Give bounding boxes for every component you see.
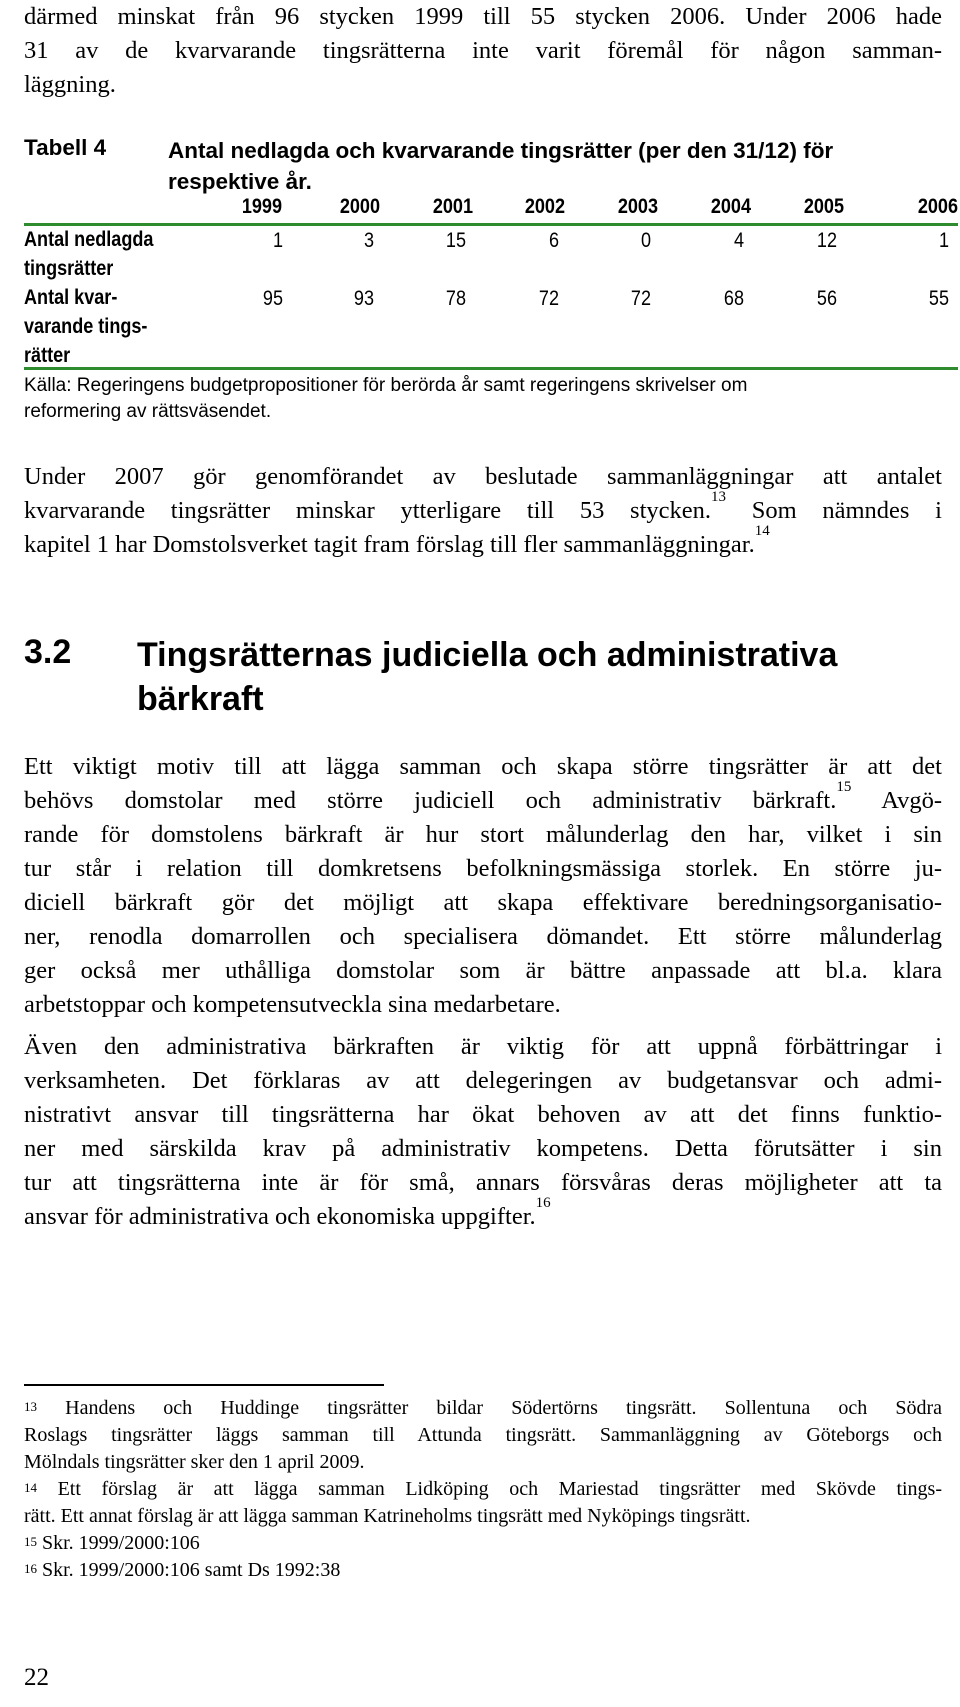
table-caption-line-2: respektive år. [168,169,312,194]
table-cell: 3 [363,229,374,252]
para1-line-1: Under 2007 gör genomförandet av beslutade sammanläggningar att antalet [24,463,942,490]
para3-line-4: ner med särskilda krav på administrativ kompetens. Detta förutsätter i sin [24,1135,942,1162]
footnote-14-line-2: rätt. Ett annat förslag är att lägga samman Katrineholms tingsrätt med Nyköpings tingsrätt. [24,1505,751,1527]
para2-line-1: Ett viktigt motiv till att lägga samman och skapa större tingsrätter är att det [24,753,942,780]
footnote-14-line-1 [24,1476,942,1503]
table-cell: 56 [816,287,837,310]
table-cell: 72 [630,287,651,310]
table-caption-line-1: Antal nedlagda och kvarvarande tingsrätter (per den 31/12) för [168,138,834,163]
para1-line-2 [24,489,942,528]
table-cell: 55 [928,287,949,310]
page-number: 22 [24,1664,49,1691]
paragraph-3 [24,1030,942,1234]
table-cell: 72 [538,287,559,310]
year-header: 2004 [710,195,751,218]
table-label: Tabell 4 [24,135,107,160]
footnote-text: Ett förslag är att lägga samman Lidköping och Mariestad tingsrätter med Skövde tings- [37,1478,942,1500]
section-title-line-1: Tingsrätternas judiciella och administrativa [137,636,838,674]
table-cell: 78 [445,287,466,310]
footnote-ref: 14 [754,523,770,539]
footnote-ref: 13 [711,489,726,505]
para3-line-3: nistrativt ansvar till tingsrätterna har ökat behoven av att det finns funktio- [24,1101,942,1128]
table-cell: 93 [353,287,374,310]
table-cell: 1 [272,229,283,252]
para2-line-4: tur står i relation till domkretsens befolkningsmässiga storlek. En större ju- [24,855,942,882]
footnote-13-line-2: Roslags tingsrätter läggs samman till Attunda tingsrätt. Sammanläggning av Göteborgs och [24,1424,942,1446]
section-title [137,633,937,721]
footnote-16 [24,1557,942,1584]
para3-line-6 [24,1195,942,1234]
paragraph-2 [24,750,942,1022]
table-source [24,373,924,425]
para2-line-5: diciell bärkraft gör det möjligt att skapa effektivare beredningsorganisatio- [24,889,942,916]
para2-line-2-rest: Avgö- [851,787,942,814]
table-row-label [24,283,187,370]
footnote-15 [24,1530,942,1557]
source-line-2: reformering av rättsväsendet. [24,401,272,422]
table-cell: 95 [262,287,283,310]
footnote-text: Skr. 1999/2000:106 samt Ds 1992:38 [37,1559,341,1581]
row-label-line: rätter [24,344,71,367]
year-header: 2006 [917,195,958,218]
row-label-line: tingsrätter [24,257,114,280]
year-header: 2002 [524,195,565,218]
footnote-number: 16 [24,1561,37,1576]
year-header: 2005 [803,195,844,218]
intro-line-3: läggning. [24,71,116,98]
table-cell: 6 [548,229,559,252]
intro-line-2: 31 av de kvarvarande tingsrätterna inte varit föremål för någon samman- [24,37,942,64]
section-title-line-2: bärkraft [137,680,264,718]
footnote-ref: 16 [535,1195,551,1211]
footnote-number: 15 [24,1534,37,1549]
intro-line-1: därmed minskat från 96 stycken 1999 till 55 stycken 2006. Under 2006 hade [24,3,942,30]
footnote-text: Handens och Huddinge tingsrätter bildar Södertörns tingsrätt. Sollentuna och Södra [37,1397,942,1419]
footnotes [24,1395,942,1584]
table-row-label [24,225,187,283]
para3-line-6-text: ansvar för administrativa och ekonomiska uppgifter. [24,1203,536,1230]
intro-paragraph [24,0,942,102]
table-cell: 68 [723,287,744,310]
footnote-separator [24,1384,384,1386]
paragraph-1 [24,460,942,562]
para2-line-6: ner, renodla domarrollen och specialisera dömandet. Ett större målunderlag [24,923,942,950]
para3-line-1: Även den administrativa bärkraften är viktig för att uppnå förbättringar i [24,1033,942,1060]
para1-line-3-text: kapitel 1 har Domstolsverket tagit fram förslag till fler sammanläggningar. [24,531,755,558]
section-number: 3.2 [24,633,72,671]
para3-line-5: tur att tingsrätterna inte är för små, annars försvåras deras möjligheter att ta [24,1169,942,1196]
para1-line-3 [24,523,942,562]
table-cell: 15 [445,229,466,252]
para2-line-2-text: behövs domstolar med större judiciell och administrativ bärkraft. [24,787,837,814]
source-line-1: Källa: Regeringens budgetpropositioner för berörda år samt regeringens skrivelser om [24,375,748,396]
footnote-number: 14 [24,1480,37,1495]
table-cell: 4 [733,229,744,252]
footnote-13-line-3: Mölndals tingsrätter sker den 1 april 2009. [24,1451,365,1473]
para1-line-2-text: kvarvarande tingsrätter minskar ytterligare till 53 stycken. [24,497,711,524]
para1-line-2-rest: Som nämndes i [726,497,942,524]
table-cell: 12 [816,229,837,252]
table-cell: 1 [938,229,949,252]
para2-line-3: rande för domstolens bärkraft är hur stort målunderlag den har, vilket i sin [24,821,942,848]
para2-line-7: ger också mer uthålliga domstolar som är bättre anpassade att bl.a. klara [24,957,942,984]
year-header: 2003 [617,195,658,218]
row-label-line: varande tings- [24,315,148,338]
footnote-13-line-1 [24,1395,942,1422]
year-header: 2001 [432,195,473,218]
para2-line-8: arbetstoppar och kompetensutveckla sina medarbetare. [24,991,561,1018]
footnote-text: Skr. 1999/2000:106 [37,1532,200,1554]
footnote-number: 13 [24,1399,37,1414]
footnote-ref: 15 [836,779,852,795]
para2-line-2 [24,779,942,818]
year-header: 1999 [241,195,282,218]
table-caption [168,135,928,197]
year-header: 2000 [339,195,380,218]
row-label-line: Antal kvar- [24,286,118,309]
table-cell: 0 [640,229,651,252]
para3-line-2: verksamheten. Det förklaras av att delegeringen av budgetansvar och admi- [24,1067,942,1094]
row-label-line: Antal nedlagda [24,228,154,251]
